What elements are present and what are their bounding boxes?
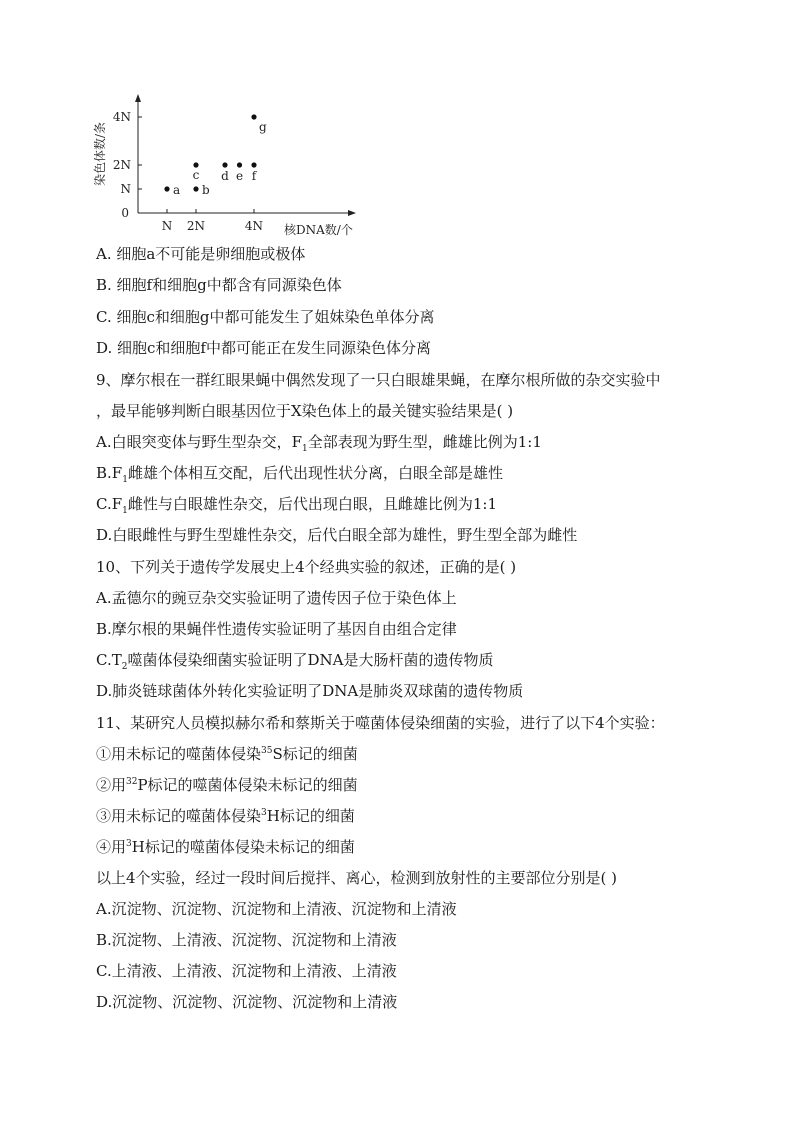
q10-stem: 10、下列关于遗传学发展史上4个经典实验的叙述，正确的是( ) [96,558,517,576]
q11-exp-4 [96,837,355,857]
x-axis-label: 核DNA数/个 [284,223,353,237]
y-tick-label: N [120,182,131,196]
data-point-g [251,114,256,119]
chromosome-dna-chart [88,92,368,240]
q11-option-a: A.沉淀物、沉淀物、沉淀物和上清液、沉淀物和上清液 [96,900,457,918]
q11-e2-sup: 32 [126,777,138,787]
origin-label: 0 [121,206,129,220]
chart-points [164,114,267,197]
q11-option-c: C.上清液、上清液、沉淀物和上清液、上清液 [96,962,397,980]
y-axis-label: 染色体数/条 [93,121,107,187]
q11-e3-post: H标记的细菌 [266,807,355,825]
y-tick-label: 2N [112,158,131,172]
point-label-b: b [202,183,210,197]
x-tick-label: N [161,219,173,233]
q11-e3-pre: ③用未标记的噬菌体侵染 [96,807,262,825]
x-tick-label: 4N [244,219,264,233]
q11-option-d: D.沉淀物、沉淀物、沉淀物、沉淀物和上清液 [96,993,398,1011]
q10-option-c [96,650,493,670]
q11-e1-sup: 35 [261,746,273,756]
q9-stem: 9、摩尔根在一群红眼果蝇中偶然发现了一只白眼雄果蝇，在摩尔根所做的杂交实验中 [96,371,661,389]
y-tick-label: 4N [112,110,131,124]
q8-option-d: D. 细胞c和细胞f中都可能正在发生同源染色体分离 [96,339,431,357]
q9-c-post: 雌性与白眼雄性杂交，后代出现白眼，且雌雄比例为1:1 [127,495,498,513]
q11-exp-3 [96,806,355,826]
q10-option-d: D.肺炎链球菌体外转化实验证明了DNA是肺炎双球菌的遗传物质 [96,682,524,700]
data-point-a [164,186,169,191]
q11-option-b: B.沉淀物、上清液、沉淀物、沉淀物和上清液 [96,931,397,949]
q11-e1-post: S标记的细菌 [272,745,358,763]
q9-option-a [96,432,542,452]
point-label-g: g [259,120,267,134]
q11-e4-pre: ④用 [96,838,127,856]
q11-e2-pre: ②用 [96,776,127,794]
data-point-c [193,162,198,167]
q11-e3-sup: 3 [261,808,267,818]
point-label-e: e [235,169,244,183]
x-tick-label: 2N [186,219,206,233]
point-label-d: d [221,169,229,183]
q11-stem: 11、某研究人员模拟赫尔希和蔡斯关于噬菌体侵染细菌的实验，进行了以下4个实验： [96,714,665,732]
q10-c-post: 噬菌体侵染细菌实验证明了DNA是大肠杆菌的遗传物质 [127,651,494,669]
chart-axes [135,94,356,216]
data-point-e [237,162,242,167]
q11-e1-pre: ①用未标记的噬菌体侵染 [96,745,262,763]
q11-e4-sup: 3 [126,839,132,849]
y-axis-arrow [135,94,141,102]
q10-c-sub: 2 [121,662,128,672]
q9-b-post: 雌雄个体相互交配，后代出现性状分离，白眼全部是雄性 [127,464,503,482]
q8-option-c: C. 细胞c和细胞g中都可能发生了姐妹染色单体分离 [96,308,435,326]
q11-exp-2 [96,775,358,795]
q11-exp-1 [96,744,358,764]
q9-a-post: 全部表现为野生型，雌雄比例为1:1 [307,433,542,451]
q11-e2-post: P标记的噬菌体侵染未标记的细菌 [137,776,358,794]
x-axis-arrow [348,210,356,216]
q9-b-pre: B.F [96,464,123,482]
q9-b-sub: 1 [122,475,128,485]
q10-c-pre: C.T [96,651,122,669]
q9-stem-cont: ，最早能够判断白眼基因位于X染色体上的最关键实验结果是( ) [96,402,514,420]
q9-option-b [96,463,503,483]
point-label-f: f [251,169,257,183]
q9-c-pre: C.F [96,495,123,513]
q11-stem-2: 以上4个实验，经过一段时间后搅拌、离心，检测到放射性的主要部位分别是( ) [96,869,618,887]
q11-e4-post: H标记的噬菌体侵染未标记的细菌 [131,838,355,856]
q10-option-a: A.孟德尔的豌豆杂交实验证明了遗传因子位于染色体上 [96,589,457,607]
point-label-c: c [192,168,200,182]
q10-option-b: B.摩尔根的果蝇伴性遗传实验证明了基因自由组合定律 [96,620,457,638]
q8-option-a: A. 细胞a不可能是卵细胞或极体 [96,245,306,263]
point-label-a: a [173,183,181,197]
data-point-f [251,162,256,167]
q8-option-b: B. 细胞f和细胞g中都含有同源染色体 [96,276,342,294]
q9-a-sub: 1 [302,444,308,454]
q9-a-pre: A.白眼突变体与野生型杂交，F [96,433,303,451]
data-point-d [222,162,227,167]
q9-c-sub: 1 [122,506,128,516]
q9-option-d: D.白眼雌性与野生型雄性杂交，后代白眼全部为雄性，野生型全部为雌性 [96,526,578,544]
data-point-b [193,186,198,191]
q9-option-c [96,494,497,514]
